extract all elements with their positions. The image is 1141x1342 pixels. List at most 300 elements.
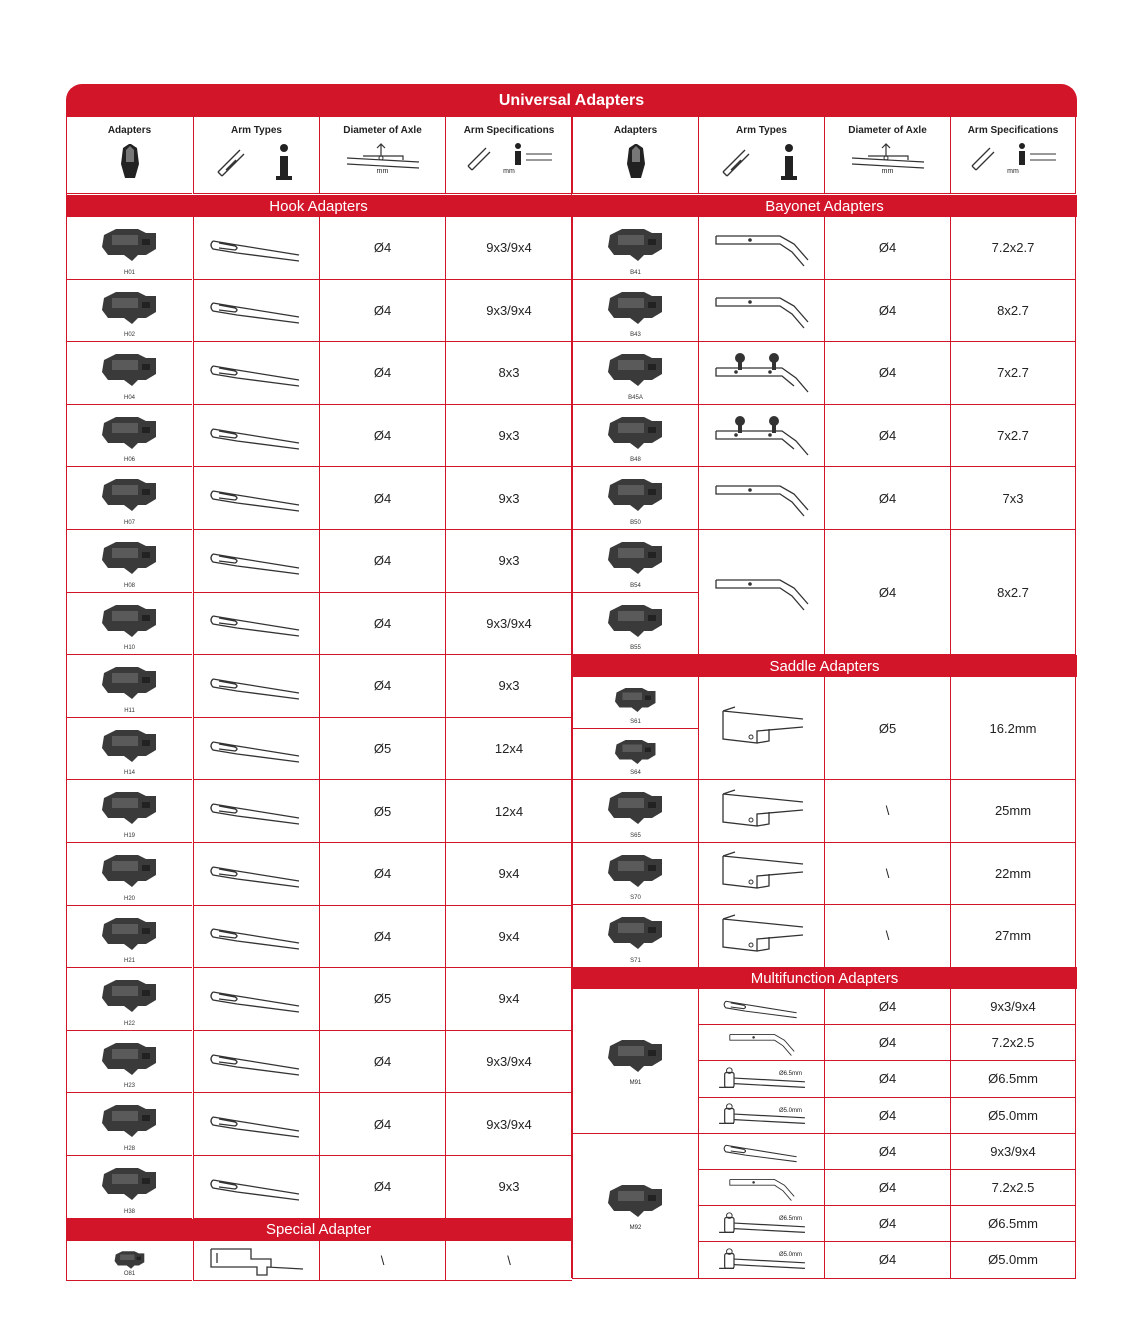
spec-cell bbox=[950, 1061, 1076, 1097]
cell-text: B41 bbox=[630, 269, 641, 276]
cell-text: Ø4 bbox=[878, 1252, 897, 1268]
special-arm-icon bbox=[207, 1243, 307, 1277]
spec-cell bbox=[445, 217, 572, 280]
pin-arm-icon bbox=[712, 1101, 812, 1129]
arm-type-cell bbox=[698, 342, 824, 405]
arm-icon bbox=[712, 1174, 812, 1202]
cell-text: Ø4 bbox=[878, 1071, 897, 1087]
cell-text: 7.2x2.5 bbox=[991, 1035, 1035, 1051]
arm-type-cell bbox=[698, 1025, 824, 1061]
cell-text: 7x2.7 bbox=[997, 365, 1029, 381]
spec-cell bbox=[445, 593, 572, 656]
cell-text: Ø4 bbox=[878, 1035, 897, 1051]
adapter-cell bbox=[66, 968, 192, 1031]
arm-type-cell bbox=[193, 1241, 319, 1281]
adapter-icon bbox=[623, 142, 649, 182]
arm-type-cell bbox=[193, 405, 319, 468]
spec-cell bbox=[445, 1241, 572, 1281]
diameter-cell bbox=[824, 1242, 950, 1278]
cell-text: S70 bbox=[630, 895, 641, 902]
adapter-image bbox=[98, 976, 162, 1016]
cell-text: Special Adapter bbox=[265, 1221, 372, 1239]
pin-arm-icon bbox=[712, 1065, 812, 1093]
hook-arm-icon bbox=[207, 481, 307, 515]
cell-text: 8x2.7 bbox=[997, 302, 1029, 318]
diameter-cell bbox=[824, 1170, 950, 1206]
arm-type-cell bbox=[698, 843, 824, 906]
arm-icon bbox=[712, 993, 812, 1021]
hook-arm-icon bbox=[207, 1045, 307, 1079]
diameter-cell bbox=[319, 593, 445, 656]
cell-text: Universal Adapters bbox=[498, 91, 645, 109]
cell-text: Ø5.0mm bbox=[988, 1107, 1038, 1123]
adapter-cell bbox=[66, 843, 192, 906]
table-left-border bbox=[66, 117, 67, 1278]
cell-text: \ bbox=[507, 1252, 511, 1268]
cell-text: 9x3/9x4 bbox=[990, 1143, 1036, 1159]
cell-text: Arm Specifications bbox=[967, 125, 1059, 136]
adapter-cell bbox=[66, 780, 192, 843]
adapter-image bbox=[604, 225, 668, 265]
cell-text: S65 bbox=[630, 832, 641, 839]
arm-type-cell bbox=[698, 530, 824, 655]
diameter-cell bbox=[319, 906, 445, 969]
cell-text: H01 bbox=[123, 269, 135, 276]
adapter-cell bbox=[66, 467, 192, 530]
cell-text: 7x2.7 bbox=[997, 428, 1029, 444]
cell-text: 27mm bbox=[994, 928, 1032, 944]
adapter-cell bbox=[572, 677, 698, 728]
arm-type-cell bbox=[193, 593, 319, 656]
arm-type-cell bbox=[193, 780, 319, 843]
arm-icon bbox=[712, 1029, 812, 1057]
pin-size-label: Ø5.0mm bbox=[778, 1107, 802, 1114]
mm-label: mm bbox=[503, 168, 515, 175]
arm-type-cell bbox=[698, 1061, 824, 1097]
saddle-arm-icon bbox=[717, 786, 807, 836]
adapter-image bbox=[98, 538, 162, 578]
spec-cell bbox=[950, 405, 1076, 468]
cell-text: Adapters bbox=[107, 125, 152, 136]
saddle-arm-icon bbox=[717, 848, 807, 898]
cell-text: H06 bbox=[123, 457, 135, 464]
header-arm-type bbox=[193, 117, 319, 194]
adapter-cell bbox=[572, 530, 698, 593]
cell-text: Ø4 bbox=[373, 615, 392, 631]
adapter-image bbox=[604, 413, 668, 453]
diameter-cell bbox=[824, 405, 950, 468]
hook-arm-icon bbox=[207, 857, 307, 891]
cell-text: H38 bbox=[123, 1208, 135, 1215]
adapter-image bbox=[604, 685, 668, 715]
mm-label: mm bbox=[1007, 168, 1019, 175]
arm-type-icon bbox=[212, 142, 302, 182]
diameter-cell bbox=[824, 217, 950, 280]
header-axle-diameter bbox=[824, 117, 950, 194]
cell-text: 9x3/9x4 bbox=[486, 302, 532, 318]
adapter-cell bbox=[66, 718, 192, 781]
adapter-image bbox=[98, 663, 162, 703]
diameter-cell bbox=[319, 530, 445, 593]
adapter-image bbox=[98, 288, 162, 328]
cell-text: Ø4 bbox=[878, 999, 897, 1015]
adapter-image bbox=[604, 851, 668, 891]
spec-cell bbox=[445, 843, 572, 906]
arm-type-cell bbox=[193, 342, 319, 405]
diameter-cell bbox=[824, 1206, 950, 1242]
cell-text: Ø4 bbox=[878, 428, 897, 444]
arm-type-cell bbox=[193, 718, 319, 781]
diameter-cell bbox=[824, 905, 950, 968]
cell-text: B45A bbox=[628, 394, 643, 401]
cell-text: H23 bbox=[123, 1083, 135, 1090]
adapter-cell bbox=[572, 780, 698, 843]
cell-text: Ø4 bbox=[878, 1180, 897, 1196]
arm-type-cell bbox=[193, 655, 319, 718]
arm-type-cell bbox=[698, 280, 824, 343]
adapter-cell bbox=[572, 217, 698, 280]
cell-text: \ bbox=[380, 1252, 385, 1268]
cell-text: H08 bbox=[123, 582, 135, 589]
cell-text: Adapters bbox=[613, 125, 658, 136]
header-adapter bbox=[572, 117, 698, 194]
cell-text: Diameter of Axle bbox=[343, 125, 422, 136]
adapter-image bbox=[604, 475, 668, 515]
diameter-cell bbox=[319, 718, 445, 781]
arm-type-cell bbox=[698, 1206, 824, 1242]
cell-text: 9x3 bbox=[498, 553, 520, 569]
adapter-cell bbox=[66, 906, 192, 969]
diameter-cell bbox=[824, 342, 950, 405]
arm-type-cell bbox=[193, 1156, 319, 1219]
cell-text: H07 bbox=[123, 519, 135, 526]
diameter-cell bbox=[824, 1134, 950, 1170]
adapter-cell bbox=[572, 280, 698, 343]
adapter-cell bbox=[572, 1134, 698, 1279]
hook-arm-icon bbox=[207, 544, 307, 578]
adapter-image bbox=[604, 737, 668, 767]
arm-type-cell bbox=[698, 1098, 824, 1134]
diameter-cell bbox=[319, 342, 445, 405]
cell-text: Ø4 bbox=[373, 302, 392, 318]
hook-arm-icon bbox=[207, 419, 307, 453]
pin-size-label: Ø6.5mm bbox=[778, 1216, 802, 1223]
cell-text: M91 bbox=[629, 1079, 642, 1086]
diameter-cell bbox=[824, 530, 950, 655]
section-hook-adapters bbox=[66, 195, 571, 217]
adapter-image bbox=[98, 475, 162, 515]
cell-text: B43 bbox=[630, 332, 641, 339]
adapter-cell bbox=[572, 843, 698, 906]
arm-type-cell bbox=[698, 217, 824, 280]
cell-text: Diameter of Axle bbox=[848, 125, 927, 136]
arm-type-cell bbox=[698, 1134, 824, 1170]
spec-cell bbox=[445, 405, 572, 468]
adapter-image bbox=[98, 851, 162, 891]
cell-text: S71 bbox=[630, 957, 641, 964]
arm-type-cell bbox=[193, 467, 319, 530]
spec-cell bbox=[950, 1134, 1076, 1170]
diameter-cell bbox=[824, 280, 950, 343]
arm-type-cell bbox=[193, 968, 319, 1031]
cell-text: Ø4 bbox=[878, 240, 897, 256]
cell-text: 9x3 bbox=[498, 1179, 520, 1195]
table-center-border bbox=[571, 117, 572, 1278]
diameter-cell bbox=[319, 467, 445, 530]
spec-cell bbox=[445, 530, 572, 593]
arm-type-cell bbox=[193, 280, 319, 343]
spec-cell bbox=[950, 530, 1076, 655]
spec-cell bbox=[950, 1170, 1076, 1206]
spec-cell bbox=[445, 342, 572, 405]
cell-text: Ø4 bbox=[878, 490, 897, 506]
cell-text: 9x4 bbox=[498, 991, 520, 1007]
spec-cell bbox=[950, 1206, 1076, 1242]
pin-arm-icon bbox=[712, 1246, 812, 1274]
diameter-cell bbox=[824, 843, 950, 906]
hook-arm-icon bbox=[207, 356, 307, 390]
cell-text: Ø4 bbox=[373, 428, 392, 444]
cell-text: Saddle Adapters bbox=[769, 657, 880, 675]
cell-text: H10 bbox=[123, 645, 135, 652]
spec-cell bbox=[950, 342, 1076, 405]
arm-type-cell bbox=[698, 677, 824, 780]
section-multifunction-adapters bbox=[572, 967, 1077, 989]
adapter-cell bbox=[66, 1093, 192, 1156]
adapter-cell bbox=[572, 342, 698, 405]
adapter-cell bbox=[572, 405, 698, 468]
diameter-cell bbox=[319, 1156, 445, 1219]
cell-text: Ø4 bbox=[878, 1143, 897, 1159]
cell-text: 9x3/9x4 bbox=[486, 240, 532, 256]
adapter-image bbox=[98, 1039, 162, 1079]
arm-type-cell bbox=[698, 989, 824, 1025]
adapter-image bbox=[98, 225, 162, 265]
adapter-image bbox=[604, 601, 668, 641]
adapter-icon bbox=[117, 142, 143, 182]
arm-type-cell bbox=[193, 530, 319, 593]
cell-text: \ bbox=[885, 803, 890, 819]
diameter-cell bbox=[319, 780, 445, 843]
diameter-cell bbox=[319, 968, 445, 1031]
adapter-image bbox=[98, 788, 162, 828]
cell-text: 8x3 bbox=[498, 365, 520, 381]
adapter-image bbox=[604, 913, 668, 953]
header-arm-spec bbox=[445, 117, 572, 194]
adapter-image bbox=[604, 350, 668, 390]
header-arm-spec bbox=[950, 117, 1076, 194]
spec-cell bbox=[445, 1156, 572, 1219]
adapter-cell bbox=[572, 729, 698, 780]
spec-cell bbox=[950, 1242, 1076, 1278]
adapter-image bbox=[98, 1164, 162, 1204]
cell-text: Hook Adapters bbox=[269, 197, 368, 215]
cell-text: Ø4 bbox=[373, 490, 392, 506]
cell-text: 9x3 bbox=[498, 490, 520, 506]
header-axle-diameter bbox=[319, 117, 445, 194]
cell-text: Ø5 bbox=[373, 741, 392, 757]
adapter-cell bbox=[66, 655, 192, 718]
hook-arm-icon bbox=[207, 732, 307, 766]
mm-label: mm bbox=[376, 168, 389, 175]
bayonet-arm-icon bbox=[712, 290, 812, 330]
cell-text: B48 bbox=[630, 457, 641, 464]
cell-text: Arm Types bbox=[736, 125, 787, 136]
cell-text: 9x4 bbox=[498, 928, 520, 944]
diameter-cell bbox=[824, 1061, 950, 1097]
adapter-image bbox=[604, 788, 668, 828]
cell-text: Ø4 bbox=[373, 240, 392, 256]
hook-arm-icon bbox=[207, 794, 307, 828]
diameter-cell bbox=[824, 467, 950, 530]
diameter-cell bbox=[824, 780, 950, 843]
diameter-cell bbox=[824, 989, 950, 1025]
diameter-cell bbox=[319, 843, 445, 906]
diameter-cell bbox=[824, 677, 950, 780]
cell-text: 9x3/9x4 bbox=[486, 1116, 532, 1132]
arm-type-cell bbox=[698, 905, 824, 968]
cell-text: Ø4 bbox=[878, 584, 897, 600]
diameter-cell bbox=[319, 655, 445, 718]
spec-cell bbox=[950, 843, 1076, 906]
adapter-cell bbox=[572, 989, 698, 1134]
cell-text: 7.2x2.7 bbox=[991, 240, 1035, 256]
adapter-cell bbox=[66, 1031, 192, 1094]
adapter-cell bbox=[572, 467, 698, 530]
spec-cell bbox=[445, 1093, 572, 1156]
cell-text: H02 bbox=[123, 332, 135, 339]
adapter-image bbox=[98, 350, 162, 390]
cell-text: B54 bbox=[630, 582, 641, 589]
section-special-adapter bbox=[66, 1219, 571, 1241]
cell-text: 9x3 bbox=[498, 678, 520, 694]
arm-type-icon bbox=[717, 142, 807, 182]
arm-type-cell bbox=[698, 405, 824, 468]
spec-cell bbox=[445, 1031, 572, 1094]
cell-text: Ø5.0mm bbox=[988, 1252, 1038, 1268]
cell-text: Bayonet Adapters bbox=[765, 197, 884, 215]
adapter-image bbox=[98, 413, 162, 453]
hook-arm-icon bbox=[207, 606, 307, 640]
cell-text: H21 bbox=[123, 958, 135, 965]
hook-arm-icon bbox=[207, 1170, 307, 1204]
spec-cell bbox=[445, 968, 572, 1031]
cell-text: Ø5 bbox=[373, 803, 392, 819]
adapter-cell bbox=[66, 1241, 192, 1281]
cell-text: Ø4 bbox=[373, 365, 392, 381]
spec-cell bbox=[950, 780, 1076, 843]
cell-text: H20 bbox=[123, 895, 135, 902]
diameter-cell bbox=[319, 1093, 445, 1156]
cell-text: H04 bbox=[123, 394, 135, 401]
arm-type-cell bbox=[193, 843, 319, 906]
adapter-cell bbox=[66, 217, 192, 280]
cell-text: H19 bbox=[123, 832, 135, 839]
cell-text: Ø4 bbox=[878, 1107, 897, 1123]
adapter-image bbox=[98, 914, 162, 954]
cell-text: O81 bbox=[123, 1270, 136, 1277]
section-bayonet-adapters bbox=[572, 195, 1077, 217]
cell-text: 22mm bbox=[994, 865, 1032, 881]
adapter-cell bbox=[66, 342, 192, 405]
cell-text: Ø6.5mm bbox=[988, 1216, 1038, 1232]
cell-text: Ø6.5mm bbox=[988, 1071, 1038, 1087]
table-title bbox=[66, 84, 1077, 117]
adapter-image bbox=[604, 1036, 668, 1076]
diameter-cell bbox=[319, 1241, 445, 1281]
section-saddle-adapters bbox=[572, 655, 1077, 677]
cell-text: Ø4 bbox=[373, 678, 392, 694]
cell-text: Ø4 bbox=[878, 365, 897, 381]
diameter-cell bbox=[319, 217, 445, 280]
pin-size-label: Ø6.5mm bbox=[778, 1071, 802, 1078]
spec-cell bbox=[950, 905, 1076, 968]
arm-type-cell bbox=[698, 1170, 824, 1206]
cell-text: S64 bbox=[630, 769, 641, 776]
adapter-image bbox=[98, 1249, 162, 1271]
arm-type-cell bbox=[698, 1242, 824, 1278]
spec-cell bbox=[445, 718, 572, 781]
bayonet-arm-icon bbox=[712, 228, 812, 268]
cell-text: Arm Types bbox=[231, 125, 282, 136]
bayonet-arm-icon bbox=[712, 413, 812, 459]
arm-type-cell bbox=[698, 467, 824, 530]
cell-text: Ø4 bbox=[878, 302, 897, 318]
cell-text: 25mm bbox=[994, 803, 1032, 819]
cell-text: S61 bbox=[630, 718, 641, 725]
cell-text: Ø4 bbox=[373, 866, 392, 882]
adapter-image bbox=[98, 601, 162, 641]
cell-text: 16.2mm bbox=[989, 720, 1037, 736]
spec-cell bbox=[445, 780, 572, 843]
adapter-image bbox=[604, 538, 668, 578]
cell-text: H22 bbox=[123, 1020, 135, 1027]
arm-type-cell bbox=[193, 906, 319, 969]
spec-cell bbox=[950, 677, 1076, 780]
spec-cell bbox=[445, 467, 572, 530]
cell-text: Ø4 bbox=[373, 553, 392, 569]
cell-text: Ø5 bbox=[878, 720, 897, 736]
cell-text: 9x3 bbox=[498, 428, 520, 444]
diameter-cell bbox=[319, 405, 445, 468]
adapter-cell bbox=[66, 280, 192, 343]
diameter-cell bbox=[319, 280, 445, 343]
cell-text: Ø4 bbox=[373, 1116, 392, 1132]
cell-text: 9x3/9x4 bbox=[486, 615, 532, 631]
cell-text: 8x2.7 bbox=[997, 584, 1029, 600]
cell-text: Ø4 bbox=[373, 1179, 392, 1195]
adapter-image bbox=[98, 726, 162, 766]
arm-type-cell bbox=[193, 1093, 319, 1156]
hook-arm-icon bbox=[207, 919, 307, 953]
cell-text: \ bbox=[885, 928, 890, 944]
adapter-image bbox=[98, 1101, 162, 1141]
spec-cell bbox=[950, 989, 1076, 1025]
cell-text: Ø4 bbox=[373, 928, 392, 944]
hook-arm-icon bbox=[207, 982, 307, 1016]
cell-text: 9x3/9x4 bbox=[486, 1054, 532, 1070]
adapter-cell bbox=[66, 530, 192, 593]
spec-cell bbox=[445, 280, 572, 343]
pin-arm-icon bbox=[712, 1210, 812, 1238]
cell-text: 12x4 bbox=[494, 803, 524, 819]
cell-text: 7.2x2.5 bbox=[991, 1180, 1035, 1196]
cell-text: H11 bbox=[124, 707, 135, 714]
arm-type-cell bbox=[698, 780, 824, 843]
arm-icon bbox=[712, 1137, 812, 1165]
cell-text: H28 bbox=[123, 1145, 135, 1152]
diameter-cell bbox=[824, 1098, 950, 1134]
